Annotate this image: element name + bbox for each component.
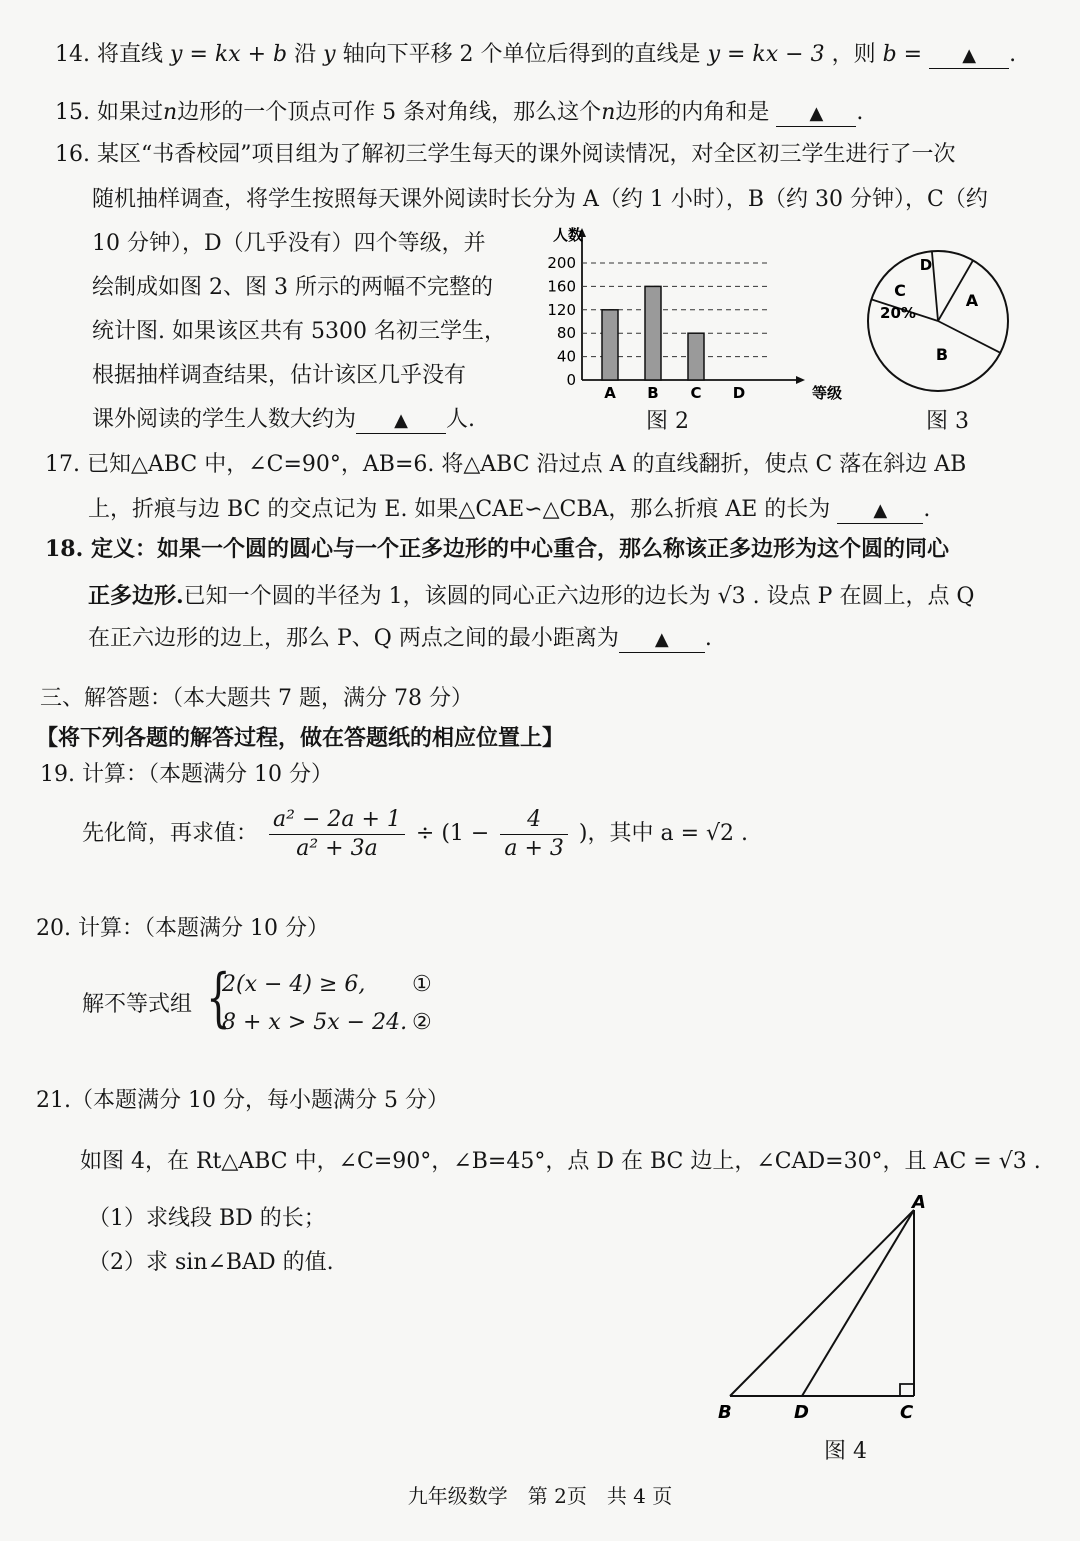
q17-text-line-1: 已知△ABC 中，∠C=90°，AB=6. 将△ABC 沿过点 A 的直线翻折，使点 C 落在斜边 AB: [87, 452, 967, 477]
figure-4-caption: 图 4: [824, 1439, 867, 1464]
triangle-icon: ▲: [873, 500, 888, 521]
question-17-line-1: [45, 450, 966, 480]
q16-text-line-7: [92, 405, 475, 435]
question-15: [55, 98, 863, 128]
q18-answer-blank[interactable]: [619, 627, 705, 653]
question-21-title: 21.（本题满分 10 分，每小题满分 5 分）: [36, 1088, 449, 1113]
q15-number: 15.: [55, 100, 90, 125]
q18-text-line-1: 定义：如果一个圆的圆心与一个正多边形的中心重合，那么称该正多边形为这个圆的同心: [90, 536, 949, 562]
pie-percent-c: 20%: [880, 304, 916, 322]
q21-part-2: （2）求 sin∠BAD 的值.: [88, 1250, 334, 1275]
q14-end: .: [1009, 42, 1017, 67]
q14-text-2: 沿: [294, 42, 317, 67]
y-axis-label: 人数: [552, 226, 584, 244]
vertex-label-c: C: [900, 1402, 914, 1423]
q20-inequality-2: 8 + x > 5x − 24.: [222, 1010, 408, 1035]
q15-text-2: 边形的一个顶点可作 5 条对角线，那么这个: [177, 100, 602, 125]
q15-text-1: 如果过: [97, 100, 164, 125]
pie-label-a: A: [965, 291, 979, 310]
triangle-icon: ▲: [809, 103, 824, 124]
q18-text-line-3: 在正六边形的边上，那么 P、Q 两点之间的最小距离为: [88, 626, 619, 651]
x-tick-label: C: [690, 384, 702, 402]
q14-eq-1: y = kx + b: [170, 42, 288, 67]
q16-answer-blank[interactable]: [356, 408, 446, 434]
triangle-figure-4: [700, 1190, 950, 1430]
q21-part-1: （1）求线段 BD 的长；: [88, 1206, 326, 1231]
question-16-line-1: [55, 140, 956, 170]
q16-text-line-3: 10 分钟），D（几乎没有）四个等级，并: [92, 231, 486, 256]
x-axis-label: 等级: [811, 384, 843, 402]
q14-text-3: 轴向下平移 2 个单位后得到的直线是: [342, 42, 701, 67]
question-19-body: [82, 802, 748, 866]
figure-2-caption: 图 2: [646, 409, 689, 434]
bar-a: [602, 310, 618, 380]
pie-divider: [932, 251, 938, 321]
q14-eq-2: y = kx − 3: [707, 42, 825, 67]
x-axis-arrow-icon: [796, 376, 805, 384]
q14-answer-blank[interactable]: [929, 43, 1009, 69]
vertex-label-d: D: [794, 1402, 809, 1423]
triangle-icon: ▲: [654, 629, 669, 650]
q20-inequality-1: 2(x − 4) ≥ 6,: [222, 972, 366, 997]
page-footer: 九年级数学 第 2页 共 4 页: [407, 1484, 673, 1508]
y-tick-label: 120: [547, 300, 576, 319]
vertex-label-b: B: [718, 1402, 732, 1423]
q14-eq-3: b =: [882, 42, 923, 67]
q14-number: 14.: [55, 42, 90, 67]
q15-var-n-2: n: [601, 100, 616, 125]
question-17-line-2: [88, 495, 930, 525]
pie-chart-figure-3: [862, 248, 1018, 398]
x-tick-label: A: [604, 384, 616, 402]
q19-fraction-1: [269, 806, 405, 863]
y-tick-label: 40: [556, 347, 576, 366]
pie-label-b: B: [935, 345, 949, 364]
y-tick-label: 200: [547, 254, 576, 272]
bar-chart-figure-2: [530, 225, 843, 402]
q17-answer-blank[interactable]: [837, 498, 923, 524]
question-14: [55, 40, 1016, 70]
q18-text-line-2a: 正多边形.: [88, 583, 184, 609]
question-18-line-3: [88, 624, 712, 654]
q15-answer-blank[interactable]: [776, 101, 856, 127]
triangle-icon: ▲: [962, 45, 977, 66]
q15-end: .: [856, 100, 864, 125]
q16-text-line-7a: 课外阅读的学生人数大约为: [92, 407, 357, 432]
x-tick-label: D: [732, 384, 746, 402]
side-ab: [730, 1210, 914, 1396]
question-18-line-2: [88, 581, 974, 612]
right-angle-mark: [900, 1384, 914, 1396]
q15-text-3: 边形的内角和是: [615, 100, 770, 125]
y-tick-label: 80: [556, 324, 576, 343]
q16-text-line-4: 绘制成如图 2、图 3 所示的两幅不完整的: [92, 275, 493, 300]
q14-var-y: y: [323, 42, 336, 67]
q18-end: .: [704, 626, 712, 651]
q19-fraction-2-numerator: 4: [500, 806, 568, 835]
pie-label-c: C: [894, 281, 906, 300]
question-19-title: 19. 计算：（本题满分 10 分）: [40, 762, 333, 787]
q14-text-4: ，则: [831, 42, 876, 67]
q16-text-line-1: 某区“书香校园”项目组为了解初三学生每天的课外阅读情况，对全区初三学生进行了一次: [97, 142, 956, 167]
y-tick-label: 0: [566, 371, 576, 389]
q17-number: 17.: [45, 452, 80, 477]
q19-fraction-2-denominator: a + 3: [504, 835, 564, 861]
q19-fraction-2: [500, 806, 568, 863]
question-18-line-1: [45, 534, 949, 564]
q19-lead: 先化简，再求值：: [82, 821, 259, 846]
q19-operator: ÷ (1 −: [415, 821, 490, 846]
triangle-icon: ▲: [394, 410, 408, 431]
figure-3-caption: 图 3: [926, 409, 969, 434]
q21-stem: 如图 4，在 Rt△ABC 中，∠C=90°，∠B=45°，点 D 在 BC 边上，∠CAD=30°，且 AC = √3 .: [80, 1149, 1041, 1174]
y-tick-label: 160: [547, 277, 576, 296]
q19-tail: )，其中 a = √2 .: [578, 821, 749, 846]
q19-fraction-1-denominator: a² + 3a: [296, 835, 378, 861]
section-3-note: 【将下列各题的解答过程，做在答题纸的相应位置上】: [36, 725, 565, 751]
section-3-title: 三、解答题：（本大题共 7 题，满分 78 分）: [40, 686, 473, 711]
q20-lead: 解不等式组: [82, 992, 193, 1017]
q19-fraction-1-numerator: a² − 2a + 1: [269, 806, 405, 835]
q16-text-line-7b: 人.: [446, 407, 476, 432]
q16-number: 16.: [55, 142, 90, 167]
q18-text-line-2b: 已知一个圆的半径为 1，该圆的同心正六边形的边长为 √3 . 设点 P 在圆上，点 Q: [183, 584, 975, 609]
vertex-label-a: A: [912, 1192, 926, 1213]
left-brace-icon: {: [206, 961, 231, 1035]
pie-label-d: D: [919, 256, 933, 274]
bar-c: [688, 333, 704, 380]
circled-1-icon: ①: [412, 972, 432, 997]
q15-var-n: n: [163, 100, 178, 125]
q16-text-line-2: 随机抽样调查，将学生按照每天课外阅读时长分为 A（约 1 小时），B（约 30 分钟），C（约: [92, 187, 988, 212]
q17-end: .: [923, 497, 931, 522]
x-tick-label: B: [647, 384, 659, 402]
q17-text-line-2: 上，折痕与边 BC 的交点记为 E. 如果△CAE∽△CBA，那么折痕 AE 的长为: [88, 497, 831, 522]
q16-text-line-5: 统计图. 如果该区共有 5300 名初三学生，: [92, 319, 506, 344]
q14-text-1: 将直线: [97, 42, 164, 67]
circled-2-icon: ②: [412, 1010, 432, 1035]
side-ad: [802, 1210, 914, 1396]
bar-b: [645, 286, 661, 380]
q16-text-line-6: 根据抽样调查结果，估计该区几乎没有: [92, 363, 467, 388]
q18-number: 18.: [45, 536, 84, 562]
question-20-title: 20. 计算：（本题满分 10 分）: [36, 916, 329, 941]
